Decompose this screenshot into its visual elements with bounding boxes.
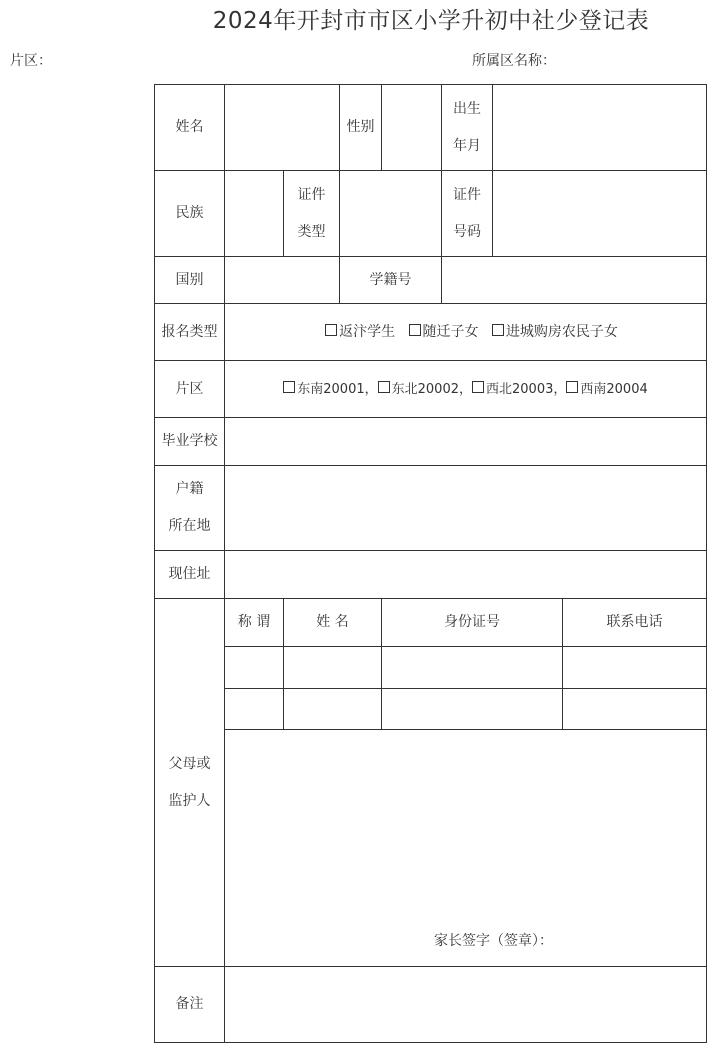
nationality-field[interactable]: [225, 257, 339, 303]
guardian-name-field[interactable]: [284, 689, 381, 729]
guardian-phone-field[interactable]: [563, 689, 706, 729]
id-number-field[interactable]: [493, 171, 706, 256]
guardian-header-name: 姓 名: [316, 614, 349, 630]
guardian-relation-field[interactable]: [225, 689, 283, 729]
option-label: 西南20004: [580, 381, 648, 397]
form-title: 2024年开封市市区小学升初中社少登记表: [212, 8, 650, 34]
id-type-label: 证件 类型: [297, 186, 326, 240]
graduated-school-field[interactable]: [225, 418, 706, 465]
ethnicity-label: 民族: [175, 205, 204, 221]
registration-type-options: [225, 304, 706, 360]
guardian-header-phone: 联系电话: [606, 614, 663, 630]
household-registration-field[interactable]: [225, 466, 706, 550]
checkbox-icon[interactable]: [472, 381, 484, 393]
current-address-field[interactable]: [225, 551, 706, 598]
registration-type-label: 报名类型: [161, 323, 218, 340]
option-label: 随迁子女: [422, 323, 479, 340]
remarks-field[interactable]: [225, 967, 706, 1042]
guardian-relation-field[interactable]: [225, 647, 283, 688]
id-number-label: 证件 号码: [453, 186, 481, 240]
household-registration-label: 户籍 所在地: [168, 481, 211, 534]
registration-option[interactable]: [492, 314, 618, 351]
district-options: 东南20001 ， 东北20002 ， 西北20003 ， 西南20004: [225, 361, 706, 417]
guardian-header-id: 身份证号: [444, 614, 500, 630]
guardian-phone-field[interactable]: [563, 647, 706, 688]
guardian-id-field[interactable]: [382, 647, 562, 688]
district-option[interactable]: [378, 371, 459, 408]
district-option[interactable]: [472, 371, 553, 408]
graduated-school-label: 毕业学校: [161, 433, 218, 449]
district-option[interactable]: [283, 371, 364, 408]
student-number-field[interactable]: [442, 257, 706, 303]
current-address-label: 现住址: [168, 566, 211, 582]
registration-option[interactable]: [409, 314, 479, 351]
checkbox-icon[interactable]: [283, 381, 295, 393]
district-option[interactable]: [566, 371, 647, 408]
checkbox-icon[interactable]: [566, 381, 578, 393]
checkbox-icon[interactable]: [325, 324, 337, 336]
option-label: 西北20003: [486, 381, 554, 397]
registration-option[interactable]: [325, 314, 395, 351]
remarks-label: 备注: [175, 996, 204, 1012]
gender-label: 性别: [346, 119, 375, 135]
signature-label: 家长签字（签章）：: [434, 933, 553, 949]
student-number-label: 学籍号: [369, 271, 412, 288]
checkbox-icon[interactable]: [492, 324, 504, 336]
guardian-header-relation: 称 谓: [237, 614, 271, 630]
id-type-field[interactable]: [340, 171, 441, 256]
nationality-label: 国别: [175, 271, 204, 288]
gender-field[interactable]: [382, 85, 441, 170]
birth-field[interactable]: [493, 85, 706, 170]
checkbox-icon[interactable]: [409, 324, 421, 336]
guardian-id-field[interactable]: [382, 689, 562, 729]
name-label: 姓名: [175, 119, 204, 135]
checkbox-icon[interactable]: [378, 381, 390, 393]
ethnicity-field[interactable]: [225, 171, 283, 256]
option-label: 进城购房农民子女: [505, 323, 618, 340]
birth-label: 出生 年月: [453, 100, 481, 154]
name-field[interactable]: [225, 85, 339, 170]
district-row-label: 片区: [175, 380, 204, 397]
option-label: 返汴学生: [339, 323, 396, 340]
guardian-label: 父母或 监护人: [168, 755, 211, 809]
option-label: 东北20002: [391, 381, 459, 397]
guardian-name-field[interactable]: [284, 647, 381, 688]
district-name-label: 所属区名称：: [472, 53, 556, 69]
district-label: 片区：: [10, 53, 52, 69]
option-label: 东南20001: [297, 381, 365, 397]
